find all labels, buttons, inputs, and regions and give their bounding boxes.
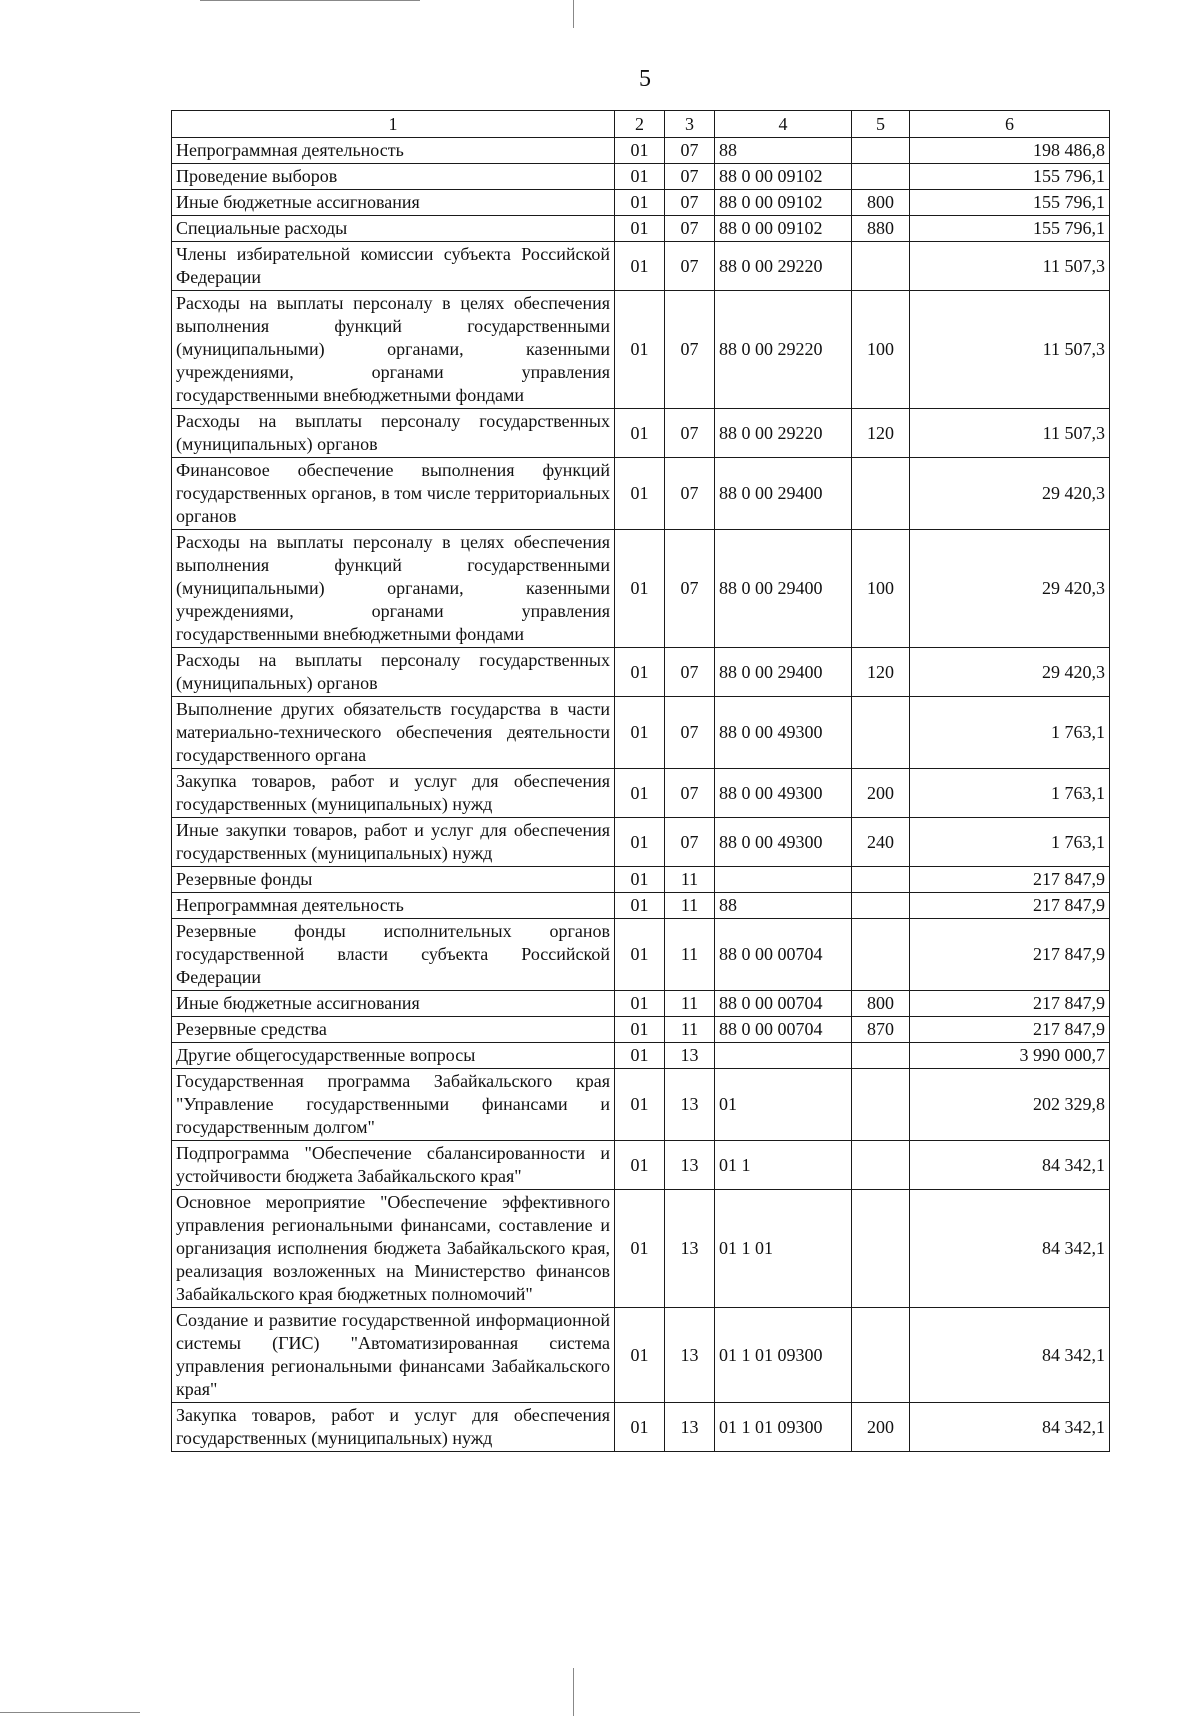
row-amount-cell: 11 507,3 <box>910 291 1110 409</box>
row-subsection-cell: 13 <box>665 1043 715 1069</box>
row-name-cell: Резервные фонды <box>172 867 615 893</box>
row-name-cell: Государственная программа Забайкальского края "Управление государственными финансами и государственным долгом" <box>172 1069 615 1141</box>
table-row <box>172 818 1110 867</box>
row-amount-cell: 217 847,9 <box>910 991 1110 1017</box>
row-section-cell: 01 <box>615 1141 665 1190</box>
table-row <box>172 530 1110 648</box>
table-row <box>172 991 1110 1017</box>
row-target-article-cell: 88 0 00 09102 <box>715 216 852 242</box>
row-subsection-cell: 11 <box>665 919 715 991</box>
row-section-cell: 01 <box>615 1069 665 1141</box>
row-expense-type-cell <box>852 919 910 991</box>
row-subsection-cell: 11 <box>665 1017 715 1043</box>
row-amount-cell: 155 796,1 <box>910 164 1110 190</box>
row-amount-cell: 202 329,8 <box>910 1069 1110 1141</box>
row-section-cell: 01 <box>615 530 665 648</box>
table-row <box>172 769 1110 818</box>
row-section-cell: 01 <box>615 1017 665 1043</box>
row-name-cell: Резервные фонды исполнительных органов государственной власти субъекта Российской Федерации <box>172 919 615 991</box>
row-target-article-cell <box>715 1043 852 1069</box>
row-amount-cell: 217 847,9 <box>910 867 1110 893</box>
row-name-cell: Создание и развитие государственной информационной системы (ГИС) "Автоматизированная система управления региональными финансами Забайкальского края" <box>172 1308 615 1403</box>
table-row <box>172 1403 1110 1452</box>
row-target-article-cell: 88 0 00 00704 <box>715 919 852 991</box>
row-amount-cell: 1 763,1 <box>910 818 1110 867</box>
row-section-cell: 01 <box>615 991 665 1017</box>
row-target-article-cell: 88 <box>715 138 852 164</box>
header-cell-col5: 5 <box>852 111 910 138</box>
row-subsection-cell: 13 <box>665 1308 715 1403</box>
row-section-cell: 01 <box>615 893 665 919</box>
row-name-cell: Закупка товаров, работ и услуг для обеспечения государственных (муниципальных) нужд <box>172 1403 615 1452</box>
table-body <box>172 138 1110 1452</box>
row-amount-cell: 11 507,3 <box>910 409 1110 458</box>
row-name-cell: Другие общегосударственные вопросы <box>172 1043 615 1069</box>
row-section-cell: 01 <box>615 1190 665 1308</box>
row-expense-type-cell <box>852 1141 910 1190</box>
row-subsection-cell: 07 <box>665 697 715 769</box>
row-section-cell: 01 <box>615 1308 665 1403</box>
row-name-cell: Иные бюджетные ассигнования <box>172 190 615 216</box>
table-row <box>172 190 1110 216</box>
row-section-cell: 01 <box>615 242 665 291</box>
row-amount-cell: 11 507,3 <box>910 242 1110 291</box>
header-cell-col4: 4 <box>715 111 852 138</box>
row-section-cell: 01 <box>615 919 665 991</box>
table-row <box>172 867 1110 893</box>
row-name-cell: Подпрограмма "Обеспечение сбалансированности и устойчивости бюджета Забайкальского края" <box>172 1141 615 1190</box>
header-cell-col1: 1 <box>172 111 615 138</box>
table-row <box>172 409 1110 458</box>
row-amount-cell: 29 420,3 <box>910 530 1110 648</box>
table-row <box>172 138 1110 164</box>
table-row <box>172 648 1110 697</box>
row-target-article-cell <box>715 867 852 893</box>
row-subsection-cell: 07 <box>665 242 715 291</box>
row-target-article-cell: 88 0 00 29400 <box>715 530 852 648</box>
row-expense-type-cell: 100 <box>852 530 910 648</box>
row-amount-cell: 1 763,1 <box>910 769 1110 818</box>
row-subsection-cell: 07 <box>665 769 715 818</box>
row-amount-cell: 1 763,1 <box>910 697 1110 769</box>
row-target-article-cell: 01 <box>715 1069 852 1141</box>
table-row <box>172 242 1110 291</box>
row-expense-type-cell: 800 <box>852 991 910 1017</box>
scan-edge-mark <box>0 1712 140 1713</box>
row-section-cell: 01 <box>615 697 665 769</box>
budget-table <box>171 110 1110 1452</box>
row-section-cell: 01 <box>615 1043 665 1069</box>
header-cell-col2: 2 <box>615 111 665 138</box>
table-row <box>172 216 1110 242</box>
row-subsection-cell: 11 <box>665 991 715 1017</box>
row-target-article-cell: 88 0 00 29400 <box>715 458 852 530</box>
row-section-cell: 01 <box>615 216 665 242</box>
row-amount-cell: 3 990 000,7 <box>910 1043 1110 1069</box>
table-row <box>172 164 1110 190</box>
table-row <box>172 1190 1110 1308</box>
table-row <box>172 291 1110 409</box>
row-expense-type-cell <box>852 1069 910 1141</box>
row-name-cell: Резервные средства <box>172 1017 615 1043</box>
row-name-cell: Непрограммная деятельность <box>172 138 615 164</box>
row-target-article-cell: 88 0 00 09102 <box>715 164 852 190</box>
row-amount-cell: 29 420,3 <box>910 648 1110 697</box>
row-name-cell: Непрограммная деятельность <box>172 893 615 919</box>
row-name-cell: Расходы на выплаты персоналу государственных (муниципальных) органов <box>172 648 615 697</box>
row-name-cell: Закупка товаров, работ и услуг для обеспечения государственных (муниципальных) нужд <box>172 769 615 818</box>
scan-edge-mark <box>200 0 420 1</box>
row-expense-type-cell: 120 <box>852 409 910 458</box>
row-section-cell: 01 <box>615 648 665 697</box>
row-target-article-cell: 01 1 <box>715 1141 852 1190</box>
row-target-article-cell: 88 0 00 49300 <box>715 697 852 769</box>
row-section-cell: 01 <box>615 291 665 409</box>
row-subsection-cell: 07 <box>665 190 715 216</box>
row-name-cell: Иные бюджетные ассигнования <box>172 991 615 1017</box>
row-expense-type-cell: 200 <box>852 1403 910 1452</box>
row-name-cell: Финансовое обеспечение выполнения функций государственных органов, в том числе территориальных органов <box>172 458 615 530</box>
page-number: 5 <box>639 66 651 92</box>
row-expense-type-cell <box>852 867 910 893</box>
row-name-cell: Расходы на выплаты персоналу в целях обеспечения выполнения функций государственными (муниципальными) органами, казенными учреждениями, органами управления государственными внебюджетными фондами <box>172 530 615 648</box>
row-target-article-cell: 01 1 01 09300 <box>715 1308 852 1403</box>
row-subsection-cell: 11 <box>665 893 715 919</box>
row-subsection-cell: 07 <box>665 409 715 458</box>
row-subsection-cell: 07 <box>665 818 715 867</box>
row-expense-type-cell <box>852 697 910 769</box>
row-amount-cell: 84 342,1 <box>910 1190 1110 1308</box>
row-name-cell: Проведение выборов <box>172 164 615 190</box>
row-subsection-cell: 13 <box>665 1069 715 1141</box>
header-cell-col6: 6 <box>910 111 1110 138</box>
row-expense-type-cell <box>852 1190 910 1308</box>
table-row <box>172 919 1110 991</box>
row-amount-cell: 84 342,1 <box>910 1141 1110 1190</box>
row-subsection-cell: 11 <box>665 867 715 893</box>
row-subsection-cell: 07 <box>665 648 715 697</box>
row-section-cell: 01 <box>615 769 665 818</box>
row-target-article-cell: 01 1 01 <box>715 1190 852 1308</box>
row-subsection-cell: 07 <box>665 291 715 409</box>
row-section-cell: 01 <box>615 1403 665 1452</box>
row-expense-type-cell <box>852 458 910 530</box>
row-amount-cell: 155 796,1 <box>910 216 1110 242</box>
scan-fold-mark <box>573 0 574 28</box>
row-amount-cell: 198 486,8 <box>910 138 1110 164</box>
row-subsection-cell: 07 <box>665 530 715 648</box>
row-expense-type-cell: 240 <box>852 818 910 867</box>
row-expense-type-cell: 200 <box>852 769 910 818</box>
row-name-cell: Расходы на выплаты персоналу в целях обеспечения выполнения функций государственными (муниципальными) органами, казенными учреждениями, органами управления государственными внебюджетными фондами <box>172 291 615 409</box>
row-target-article-cell: 88 0 00 49300 <box>715 769 852 818</box>
row-expense-type-cell: 800 <box>852 190 910 216</box>
row-target-article-cell: 88 <box>715 893 852 919</box>
table-row <box>172 1017 1110 1043</box>
row-expense-type-cell: 100 <box>852 291 910 409</box>
row-target-article-cell: 88 0 00 29220 <box>715 242 852 291</box>
row-amount-cell: 155 796,1 <box>910 190 1110 216</box>
row-section-cell: 01 <box>615 164 665 190</box>
table-row <box>172 1069 1110 1141</box>
row-section-cell: 01 <box>615 190 665 216</box>
row-target-article-cell: 88 0 00 29400 <box>715 648 852 697</box>
row-section-cell: 01 <box>615 818 665 867</box>
row-name-cell: Специальные расходы <box>172 216 615 242</box>
row-expense-type-cell <box>852 138 910 164</box>
row-target-article-cell: 01 1 01 09300 <box>715 1403 852 1452</box>
row-subsection-cell: 07 <box>665 164 715 190</box>
row-amount-cell: 217 847,9 <box>910 1017 1110 1043</box>
row-name-cell: Основное мероприятие "Обеспечение эффективного управления региональными финансами, составление и организация исполнения бюджета Забайкальского края, реализация возложенных на Министерство финансов Забайкальского края бюджетных полномочий" <box>172 1190 615 1308</box>
scan-fold-mark <box>573 1668 574 1716</box>
row-amount-cell: 84 342,1 <box>910 1308 1110 1403</box>
row-expense-type-cell <box>852 1043 910 1069</box>
row-amount-cell: 217 847,9 <box>910 893 1110 919</box>
row-name-cell: Выполнение других обязательств государства в части материально-технического обеспечения деятельности государственного органа <box>172 697 615 769</box>
row-target-article-cell: 88 0 00 00704 <box>715 1017 852 1043</box>
table-row <box>172 1043 1110 1069</box>
row-expense-type-cell <box>852 164 910 190</box>
row-subsection-cell: 07 <box>665 216 715 242</box>
row-amount-cell: 29 420,3 <box>910 458 1110 530</box>
table-row <box>172 697 1110 769</box>
row-amount-cell: 84 342,1 <box>910 1403 1110 1452</box>
row-expense-type-cell: 120 <box>852 648 910 697</box>
row-subsection-cell: 07 <box>665 458 715 530</box>
row-target-article-cell: 88 0 00 29220 <box>715 409 852 458</box>
row-name-cell: Иные закупки товаров, работ и услуг для обеспечения государственных (муниципальных) нужд <box>172 818 615 867</box>
header-row <box>172 111 1110 138</box>
table-row <box>172 458 1110 530</box>
header-cell-col3: 3 <box>665 111 715 138</box>
row-section-cell: 01 <box>615 458 665 530</box>
row-subsection-cell: 13 <box>665 1141 715 1190</box>
row-expense-type-cell <box>852 893 910 919</box>
row-target-article-cell: 88 0 00 09102 <box>715 190 852 216</box>
row-expense-type-cell: 870 <box>852 1017 910 1043</box>
row-amount-cell: 217 847,9 <box>910 919 1110 991</box>
row-subsection-cell: 13 <box>665 1190 715 1308</box>
row-name-cell: Расходы на выплаты персоналу государственных (муниципальных) органов <box>172 409 615 458</box>
row-target-article-cell: 88 0 00 00704 <box>715 991 852 1017</box>
row-name-cell: Члены избирательной комиссии субъекта Российской Федерации <box>172 242 615 291</box>
row-target-article-cell: 88 0 00 49300 <box>715 818 852 867</box>
row-section-cell: 01 <box>615 409 665 458</box>
row-expense-type-cell <box>852 1308 910 1403</box>
row-subsection-cell: 13 <box>665 1403 715 1452</box>
row-expense-type-cell <box>852 242 910 291</box>
row-target-article-cell: 88 0 00 29220 <box>715 291 852 409</box>
table-row <box>172 1141 1110 1190</box>
table-row <box>172 1308 1110 1403</box>
table-row <box>172 893 1110 919</box>
row-expense-type-cell: 880 <box>852 216 910 242</box>
row-section-cell: 01 <box>615 138 665 164</box>
row-section-cell: 01 <box>615 867 665 893</box>
row-subsection-cell: 07 <box>665 138 715 164</box>
